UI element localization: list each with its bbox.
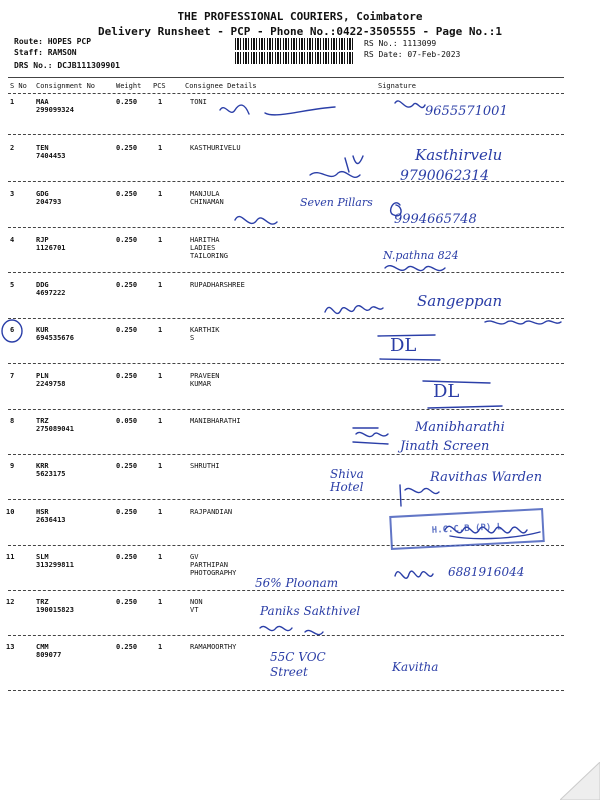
route-label: Route: HOPES PCP [14, 37, 92, 46]
row-consignee: HARITHA LADIES TAILORING [190, 236, 228, 260]
row-consignee: MANJULA CHINAMAN [190, 190, 224, 206]
col-sno: S No [10, 82, 27, 90]
row-weight: 0.250 [116, 190, 138, 198]
row-13-note-handwriting: 55C VOC Street [270, 650, 326, 679]
row-pcs: 1 [158, 281, 163, 289]
row-rule [8, 454, 564, 455]
staff-label: Staff: RAMSON [14, 48, 77, 57]
row-11-note-handwriting: 56% Ploonam [255, 576, 339, 590]
row-5-name-handwriting: Sangeppan [417, 292, 503, 310]
row-consignee: RUPADHARSHREE [190, 281, 245, 289]
row-consignee: TONI [190, 98, 207, 106]
row-pcs: 1 [158, 462, 163, 470]
row-consignee: RAJPANDIAN [190, 508, 233, 516]
row-sno: 11 [6, 553, 15, 561]
row-consignee: RAMAMOORTHY [190, 643, 237, 651]
row-consignment: GDG 204793 [36, 190, 62, 206]
row-5-signature-scribble [320, 290, 390, 320]
drs-number: DRS No.: DCJB111309901 [14, 61, 120, 70]
row-pcs: 1 [158, 417, 163, 425]
row-consignment: KRR 5623175 [36, 462, 66, 478]
row-consignee: PRAVEEN KUMAR [190, 372, 220, 388]
row-9-scribble [395, 480, 455, 510]
barcode-2 [235, 52, 355, 64]
col-weight: Weight [116, 82, 142, 90]
row-weight: 0.250 [116, 236, 138, 244]
row-rule [8, 363, 564, 364]
row-sno: 10 [6, 508, 15, 516]
row-8-name-handwriting: Manibharathi [415, 420, 505, 435]
row-5-extra-scribble [480, 312, 580, 332]
row-consignment: TEN 7404453 [36, 144, 66, 160]
table-header-rule [8, 93, 564, 94]
row-sno: 5 [10, 281, 15, 289]
col-signature: Signature [378, 82, 416, 90]
row-sno: 3 [10, 190, 15, 198]
rs-date: RS Date: 07-Feb-2023 [364, 50, 461, 59]
row-3-other-handwriting: Seven Pillars [300, 196, 373, 209]
row-10-company-stamp: H.C.C.B (P) L [389, 508, 545, 550]
row-consignment: SLM 313299811 [36, 553, 74, 569]
row-consignment: PLN 2249758 [36, 372, 66, 388]
row-2-name-handwriting: Kasthirvelu [415, 146, 503, 164]
row-consignment: HSR 2636413 [36, 508, 66, 524]
rs-number: RS No.: 1113099 [364, 39, 437, 48]
row-pcs: 1 [158, 372, 163, 380]
row-weight: 0.250 [116, 553, 138, 561]
row-sno: 7 [10, 372, 15, 380]
row-sno: 2 [10, 144, 15, 152]
row-weight: 0.250 [116, 281, 138, 289]
row-9-signature-handwriting: Ravithas Warden [430, 470, 543, 485]
row-11-phone-handwriting: 6881916044 [448, 565, 525, 579]
row-sno: 12 [6, 598, 15, 606]
col-consignee: Consignee Details [185, 82, 257, 90]
row-rule [8, 690, 564, 691]
row-sno: 8 [10, 417, 15, 425]
row-pcs: 1 [158, 190, 163, 198]
row-consignment: MAA 299099324 [36, 98, 74, 114]
row-consignment: TRZ 275089041 [36, 417, 74, 433]
row-12-signature-scribble [255, 618, 355, 642]
company-title: THE PROFESSIONAL COURIERS, Coimbatore [177, 10, 423, 23]
col-pcs: PCS [153, 82, 166, 90]
row-consignment: KUR 694535676 [36, 326, 74, 342]
table-top-rule [8, 77, 564, 78]
row-consignee: KARTHIK S [190, 326, 220, 342]
row-9-name-handwriting: Shiva Hotel [330, 467, 364, 494]
row-10-signature-scribble [440, 510, 550, 546]
row-12-note-handwriting: Paniks Sakthivel [260, 604, 361, 618]
row-consignment: DDG 4697222 [36, 281, 66, 297]
row-pcs: 1 [158, 236, 163, 244]
row-weight: 0.250 [116, 144, 138, 152]
row-consignment: RJP 1126701 [36, 236, 66, 252]
row-7-dl-mark: DL [433, 381, 460, 402]
row-1-phone-handwriting: 9655571001 [425, 104, 508, 119]
row-weight: 0.250 [116, 643, 138, 651]
barcode [235, 38, 355, 50]
row-consignee: MANIBHARATHI [190, 417, 241, 425]
row-6-circle-mark [0, 318, 26, 344]
row-8-note-handwriting: Jinath Screen [400, 439, 490, 454]
row-sno: 6 [10, 326, 15, 334]
row-sno: 1 [10, 98, 15, 106]
row-pcs: 1 [158, 508, 163, 516]
runsheet-subtitle: Delivery Runsheet - PCP - Phone No.:0422-3505555 - Page No.:1 [98, 25, 502, 38]
row-11-signature-scribble [390, 558, 440, 584]
row-pcs: 1 [158, 144, 163, 152]
row-sno: 9 [10, 462, 15, 470]
row-pcs: 1 [158, 598, 163, 606]
row-weight: 0.250 [116, 462, 138, 470]
page-fold-corner [560, 762, 600, 800]
row-rule [8, 590, 564, 591]
row-weight: 0.250 [116, 98, 138, 106]
row-3-phone-handwriting: 9994665748 [394, 212, 477, 227]
row-sno: 13 [6, 643, 15, 651]
row-consignee: KASTHURIVELU [190, 144, 241, 152]
row-weight: 0.250 [116, 598, 138, 606]
row-6-dl-mark: DL [390, 335, 417, 356]
row-8-signature-scribble [348, 420, 398, 450]
row-3-signature-scribble [230, 190, 410, 240]
row-2-signature-scribble [305, 150, 385, 190]
row-pcs: 1 [158, 98, 163, 106]
row-consignment: TRZ 190015823 [36, 598, 74, 614]
row-2-phone-handwriting: 9790062314 [400, 168, 490, 184]
row-13-signature-handwriting: Kavitha [392, 660, 439, 674]
row-rule [8, 499, 564, 500]
row-4-note-handwriting: N.pathna 824 [383, 249, 459, 262]
row-4-signature-scribble [380, 258, 500, 278]
row-pcs: 1 [158, 553, 163, 561]
row-consignee: GV PARTHIPAN PHOTOGRAPHY [190, 553, 237, 577]
row-consignment: CMM 809077 [36, 643, 62, 659]
col-consignment: Consignment No [36, 82, 96, 90]
row-weight: 0.050 [116, 417, 138, 425]
row-weight: 0.250 [116, 508, 138, 516]
row-consignee: SHRUTHI [190, 462, 220, 470]
row-sno: 4 [10, 236, 15, 244]
row-pcs: 1 [158, 643, 163, 651]
row-weight: 0.250 [116, 326, 138, 334]
row-pcs: 1 [158, 326, 163, 334]
row-consignee: NON VT [190, 598, 203, 614]
row-weight: 0.250 [116, 372, 138, 380]
